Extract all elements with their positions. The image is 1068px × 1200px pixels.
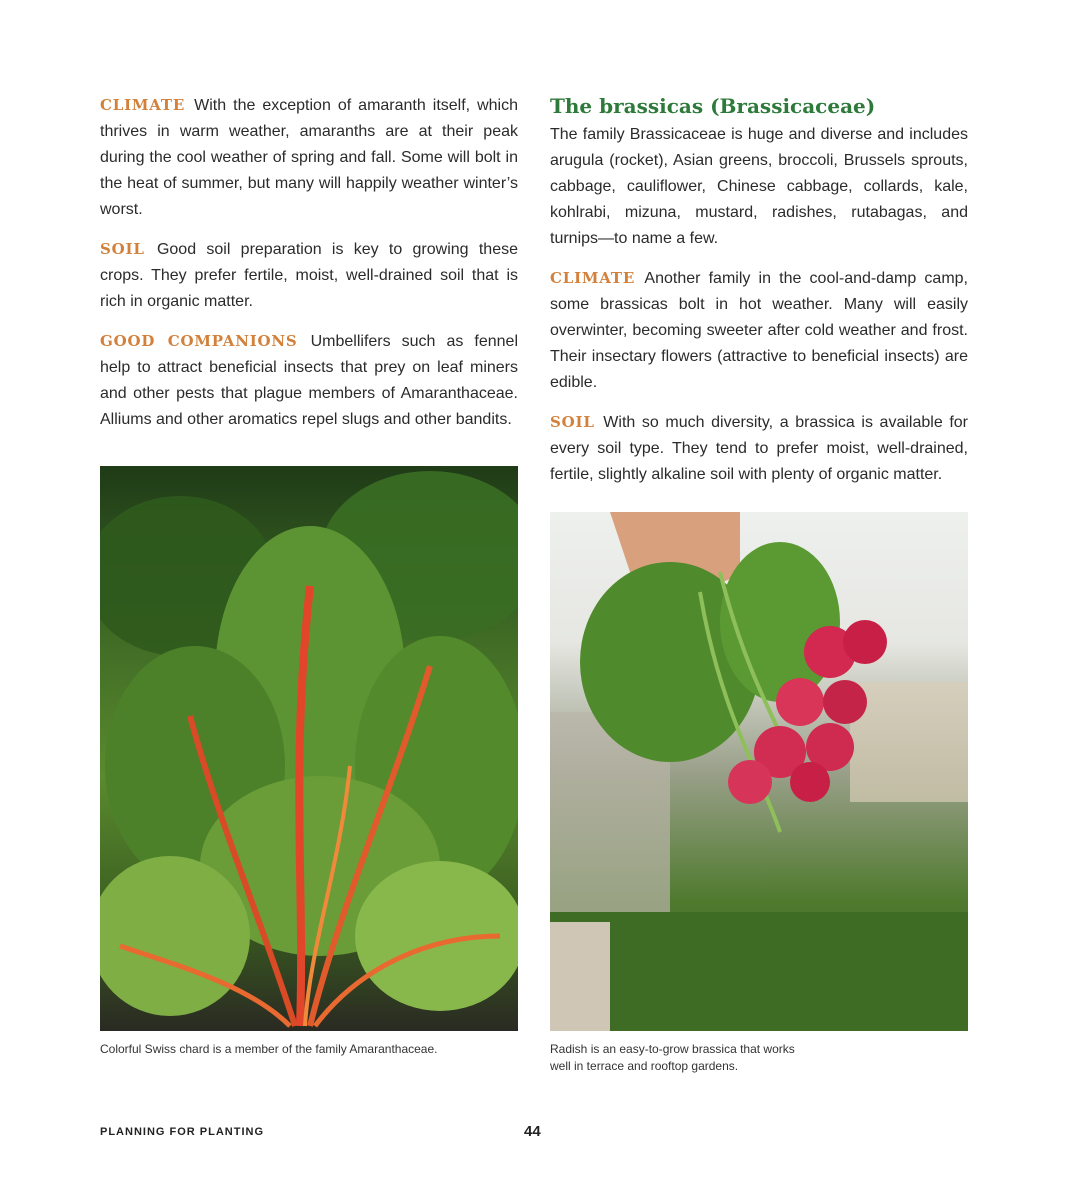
brassicas-heading: The brassicas (Brassicaceae) [550,94,876,118]
right-column [550,92,968,501]
soil-keyword: SOIL [550,413,595,431]
companions-paragraph [100,328,518,433]
companions-keyword: GOOD COMPANIONS [100,332,298,350]
brassicas-intro: The family Brassicaceae is huge and diverse and includes arugula (rocket), Asian greens, broccoli, Brussels sprouts, cabbage, cauliflower, Chinese cabbage, collards, kale, kohlrabi, mizuna, mustard, radishes, rutabagas, and turnips—to name a few. [550,126,968,247]
radish-illustration [550,512,968,1031]
soil-paragraph-right [550,409,968,488]
climate-keyword: CLIMATE [100,96,186,114]
companions-text: Umbellifers such as fennel help to attract beneficial insects that prey on leaf miners and other pests that plague members of Amaranthaceae. Alliums and other aromatics repel slugs and other bandits. [100,333,519,428]
swiss-chard-photo [100,466,518,1031]
radish-caption-line: well in terrace and rooftop gardens. [550,1059,739,1073]
climate-paragraph-right [550,265,968,396]
page-number: 44 [524,1123,541,1140]
soil-text: With so much diversity, a brassica is available for every soil type. They tend to prefer moist, well-drained, fertile, slightly alkaline soil with plenty of organic matter. [550,414,968,483]
radish-caption [550,1041,795,1075]
soil-text: Good soil preparation is key to growing these crops. They prefer fertile, moist, well-drained soil that is rich in organic matter. [100,241,518,310]
climate-keyword: CLIMATE [550,269,636,287]
radish-photo [550,512,968,1031]
soil-paragraph-left [100,236,518,315]
climate-text: With the exception of amaranth itself, which thrives in warm weather, amaranths are at their peak during the cool weather of spring and fall. Some will bolt in the heat of summer, but many will happily weather winter’s worst. [100,97,518,218]
soil-keyword: SOIL [100,240,145,258]
climate-paragraph-left [100,92,518,223]
swiss-chard-illustration [100,466,518,1031]
footer-section-title: PLANNING FOR PLANTING [100,1126,264,1138]
left-column [100,92,518,446]
radish-caption-line: Radish is an easy-to-grow brassica that works [550,1042,795,1056]
climate-text: Another family in the cool-and-damp camp, some brassicas bolt in hot weather. Many will easily overwinter, becoming sweeter after cold weather and frost. Their insectary flowers (attractive to beneficial insects) are edible. [550,270,968,391]
chard-caption: Colorful Swiss chard is a member of the family Amaranthaceae. [100,1042,438,1056]
